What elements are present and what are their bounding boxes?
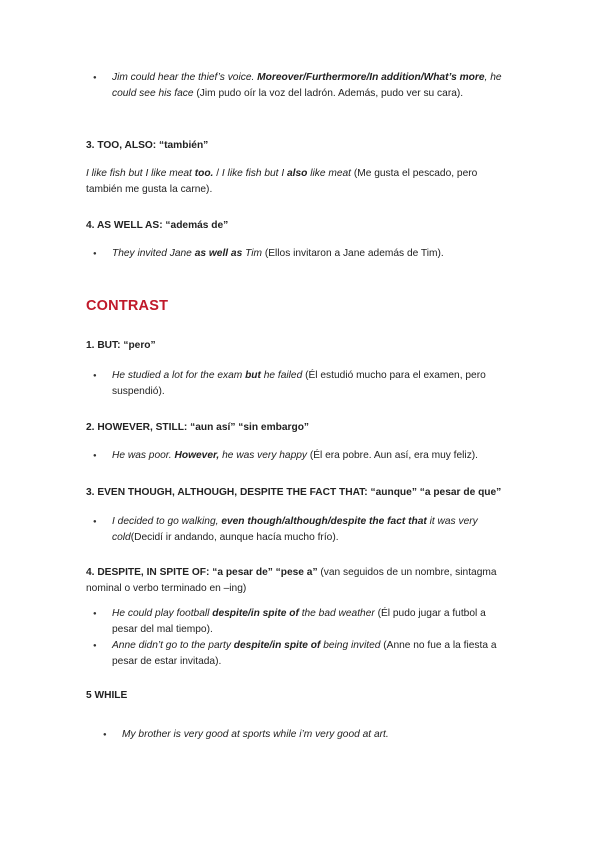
example-text: he failed <box>260 370 303 381</box>
bullet-moreover-example <box>112 70 514 102</box>
example-text: I like fish but I like meat <box>86 168 192 179</box>
example-text: Jim could hear the thief’s voice. <box>112 72 255 83</box>
connector-text: but <box>242 370 261 381</box>
translation-text: (Decidí ir andando, aunque hacía mucho frío). <box>130 532 339 543</box>
translation-text: (Él estudió mucho para el examen, pero suspendió). <box>112 370 486 397</box>
connector-text: also <box>284 168 308 179</box>
bullet-but-example <box>112 368 514 400</box>
example-text: Anne didn’t go to the party <box>112 640 231 651</box>
connector-text: despite/in spite of <box>209 608 299 619</box>
example-text: being invited <box>320 640 381 651</box>
heading-however-still: 2. HOWEVER, STILL: “aun así” “sin embargo” <box>86 422 310 433</box>
example-text: They invited Jane <box>112 248 192 259</box>
example-text: Tim <box>242 248 262 259</box>
example-text: I like fish but I <box>221 168 285 179</box>
bullet-despite-example-1 <box>112 606 514 638</box>
example-text: He could play football <box>112 608 210 619</box>
heading-text: 4. DESPITE, IN SPITE OF: “a pesar de” “pese a” <box>86 567 318 578</box>
heading-too-also: 3. TOO, ALSO: “también” <box>86 140 209 151</box>
example-text: He studied a lot for the exam <box>112 370 243 381</box>
bullet-however-example <box>112 448 514 464</box>
translation-text: (Él era pobre. Aun así, era muy feliz). <box>307 450 479 461</box>
heading-even-though: 3. EVEN THOUGH, ALTHOUGH, DESPITE THE FACT THAT: “aunque” “a pesar de que” <box>86 487 502 498</box>
bullet-despite-example-2 <box>112 638 514 670</box>
example-text: My brother is very good at sports while i’m very good at art. <box>122 729 389 740</box>
separator-text: / <box>213 168 222 179</box>
example-text: , he could see his face <box>112 72 502 99</box>
connector-text: However, <box>171 450 220 461</box>
heading-but: 1. BUT: “pero” <box>86 340 156 351</box>
translation-text: (Él pudo jugar a futbol a pesar del mal tiempo). <box>112 608 486 635</box>
example-text: like meat <box>307 168 352 179</box>
bullet-while-example <box>122 727 524 743</box>
connector-text: despite/in spite of <box>230 640 321 651</box>
paragraph-too-also-example <box>86 166 516 198</box>
heading-as-well-as: 4. AS WELL AS: “además de” <box>86 220 229 231</box>
connector-text: too. <box>191 168 214 179</box>
connector-text: as well as <box>191 248 243 259</box>
bullet-as-well-as-example <box>112 246 514 262</box>
translation-text: (Ellos invitaron a Jane además de Tim). <box>261 248 444 259</box>
example-text: He was poor. <box>112 450 172 461</box>
bullet-even-though-example <box>112 514 514 546</box>
heading-despite-in-spite-of <box>86 565 516 597</box>
heading-while: 5 WHILE <box>86 690 128 701</box>
example-text: it was very cold <box>112 516 478 543</box>
connector-text: Moreover/Furthermore/In addition/What’s more <box>257 72 485 83</box>
example-text: I decided to go walking, <box>112 516 219 527</box>
heading-note: (van seguidos de un nombre, sintagma nominal o verbo terminado en –ing) <box>86 567 497 594</box>
section-title-contrast: CONTRAST <box>86 298 169 314</box>
translation-text: (Jim pudo oír la voz del ladrón. Además, pudo ver su cara). <box>193 88 464 99</box>
example-text: he was very happy <box>219 450 308 461</box>
translation-text: (Me gusta el pescado, pero también me gusta la carne). <box>86 168 478 195</box>
translation-text: (Anne no fue a la fiesta a pesar de estar invitada). <box>112 640 497 667</box>
example-text: the bad weather <box>298 608 375 619</box>
connector-text: even though/although/despite the fact that <box>218 516 427 527</box>
